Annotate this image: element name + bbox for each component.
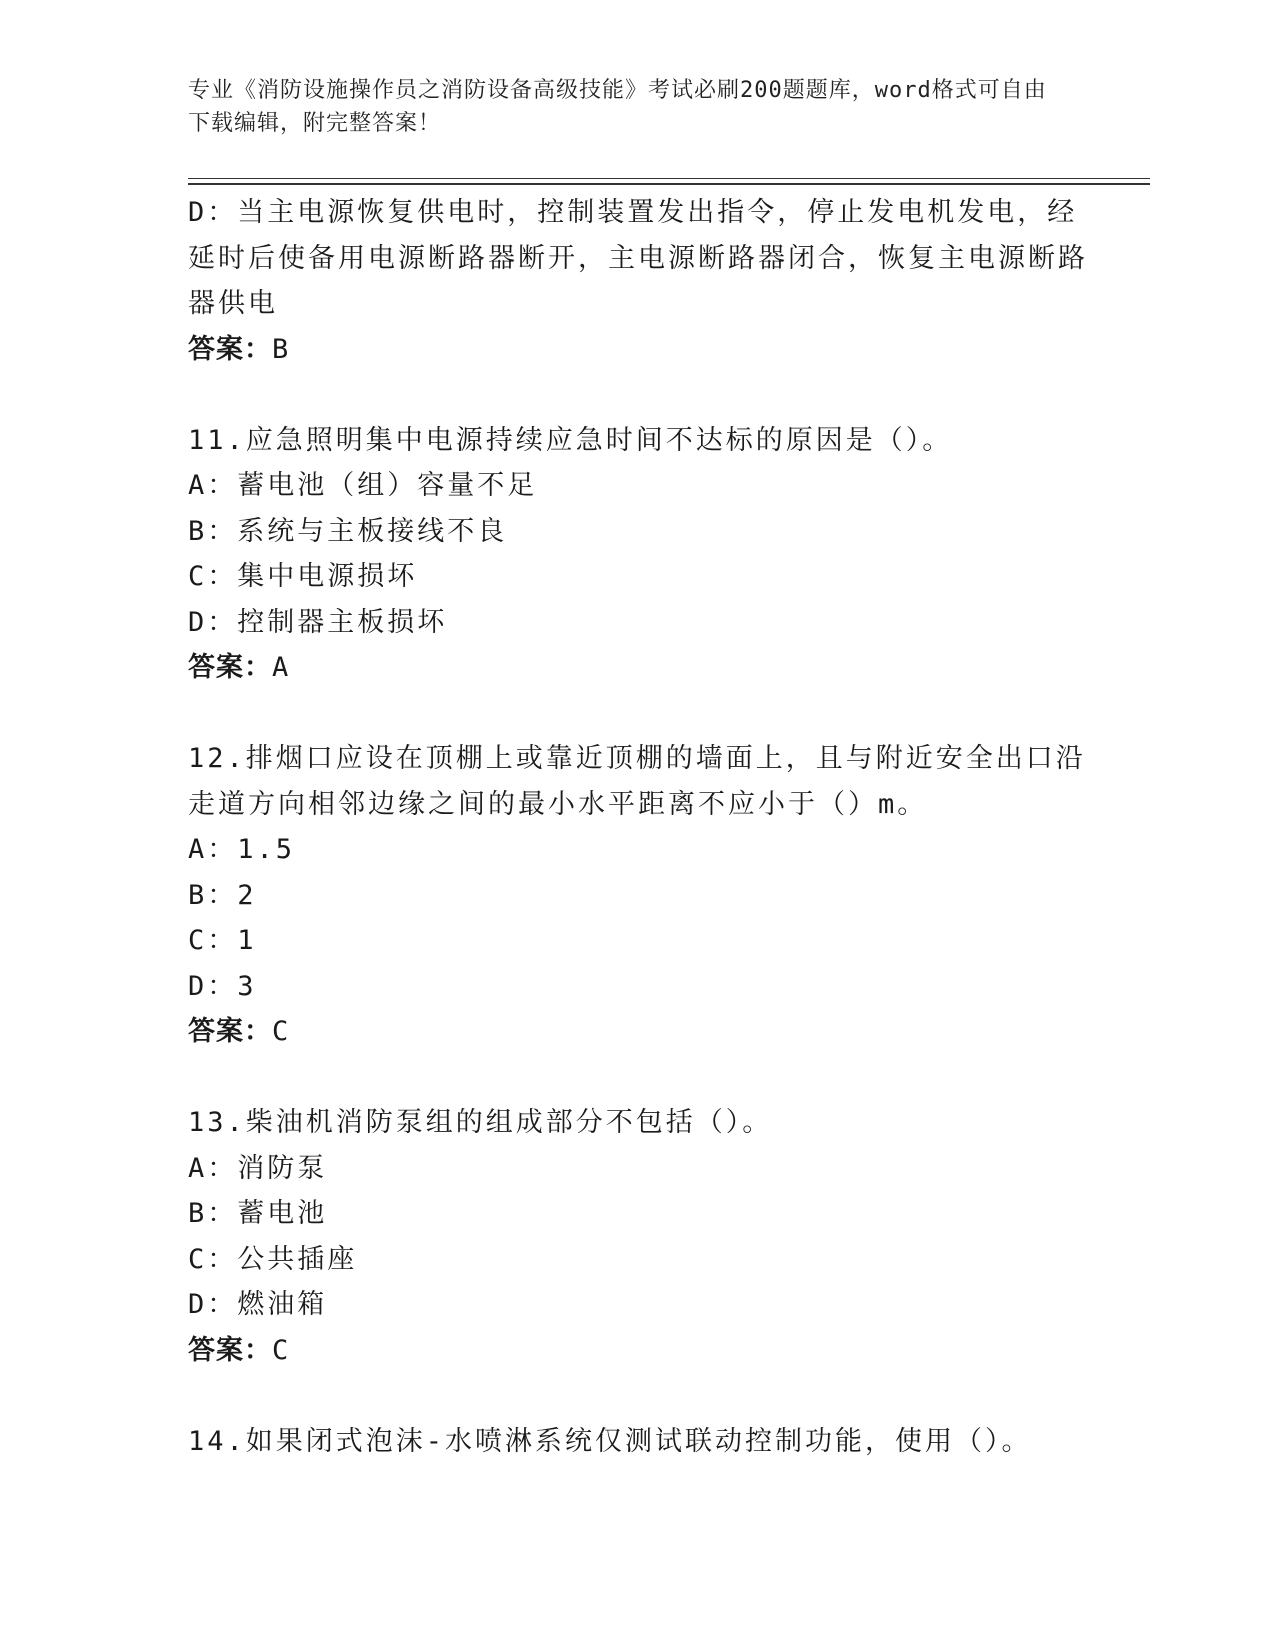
question-stem: 11.应急照明集中电源持续应急时间不达标的原因是（）。 [188,424,953,456]
option-c: C：集中电源损坏 [188,561,418,592]
option-b: B：系统与主板接线不良 [188,515,508,547]
answer-label: 答案： [188,652,272,683]
option-b: B：2 [188,879,257,911]
option-c: C：公共插座 [188,1243,358,1275]
question-13 [188,1100,1088,1373]
spacer [188,691,1088,737]
answer-label: 答案： [188,1334,272,1366]
option-a: A：蓄电池（组）容量不足 [188,470,538,501]
option-c: C：1 [188,925,257,956]
option-a: A：1.5 [188,834,296,865]
answer-line [188,1328,1088,1374]
option-a: A：消防泵 [188,1152,328,1184]
question-stem: 13.柴油机消防泵组的组成部分不包括（）。 [188,1107,773,1138]
answer-line [188,327,1088,373]
spacer [188,1055,1088,1101]
question-stem: 12.排烟口应设在顶棚上或靠近顶棚的墙面上，且与附近安全出口沿走道方向相邻边缘之间的最小水平距离不应小于（）m。 [188,743,1086,820]
answer-value: C [272,1334,290,1366]
answer-label: 答案： [188,333,272,365]
option-d: D：当主电源恢复供电时，控制装置发出指令，停止发电机发电，经延时后使备用电源断路器断开，主电源断路器闭合，恢复主电源断路器供电 [188,197,1088,319]
option-d: D：3 [188,970,257,1002]
answer-line [188,645,1088,691]
option-d: D：燃油箱 [188,1289,328,1320]
question-stem: 14.如果闭式泡沫-水喷淋系统仅测试联动控制功能，使用（）。 [188,1425,1032,1457]
question-12 [188,736,1088,1055]
question-10-continued [188,190,1088,372]
option-d: D：控制器主板损坏 [188,606,448,638]
spacer [188,372,1088,418]
answer-value: A [272,652,290,683]
header-divider [188,178,1150,185]
answer-value: C [272,1016,290,1047]
option-b: B：蓄电池 [188,1198,328,1229]
answer-label: 答案： [188,1016,272,1047]
question-14 [188,1419,1088,1465]
page-header [188,74,1068,140]
spacer [188,1373,1088,1419]
answer-line [188,1009,1088,1055]
header-title: 专业《消防设施操作员之消防设备高级技能》考试必刷200题题库，word格式可自由下载编辑，附完整答案！ [188,78,1047,136]
answer-value: B [272,333,290,365]
question-11 [188,418,1088,691]
document-body [188,190,1088,1464]
